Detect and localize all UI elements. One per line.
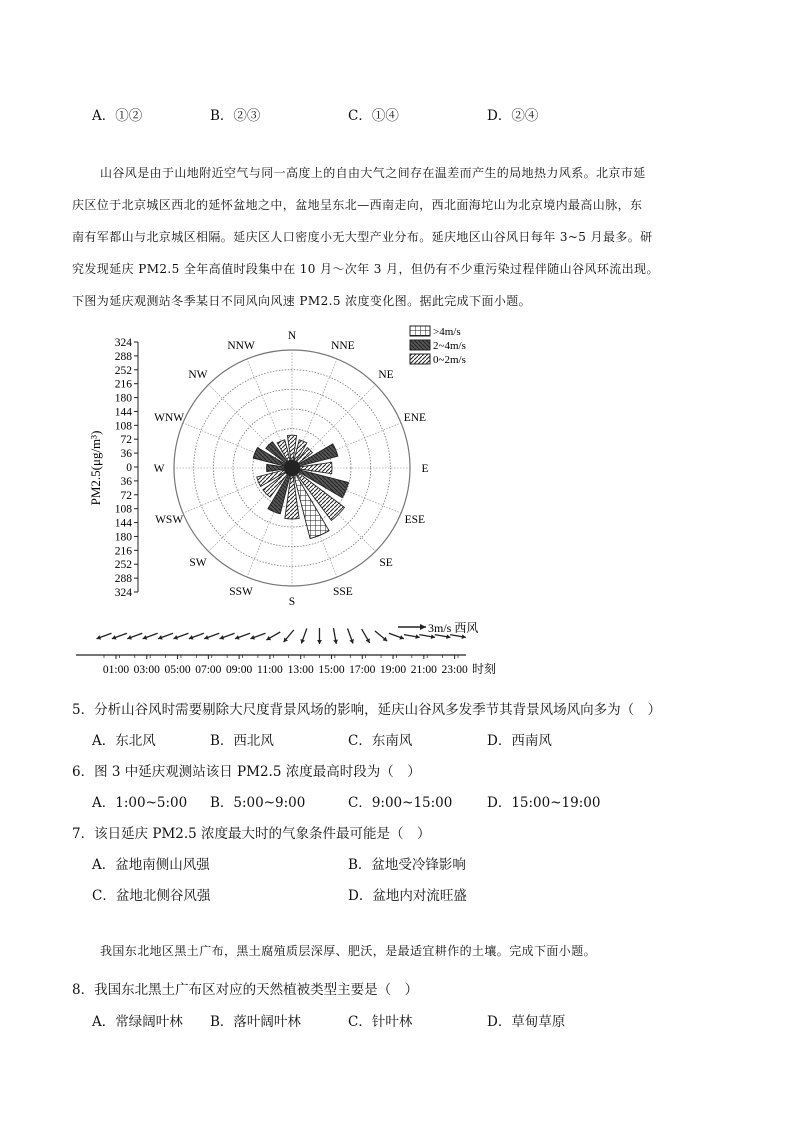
direction-label: NE [378,368,394,381]
option-b[interactable]: B．②③ [210,108,261,124]
y-tick-label: 0 [126,462,132,474]
legend-swatch-low [410,354,430,364]
question-7-stem: 7．该日延庆 PM2.5 浓度最大时的气象条件最可能是（ ） [72,826,431,842]
y-tick-label: 324 [114,337,132,349]
passage-1 [72,157,722,317]
polar-bars [253,435,348,538]
q8-option-c[interactable]: C．针叶林 [348,1014,413,1030]
q7-option-a[interactable]: A．盆地南侧山风强 [92,857,210,873]
q8-option-b[interactable]: B．落叶阔叶林 [210,1014,301,1030]
scale-label: 3m/s 西风 [428,621,479,635]
y-tick-label: 144 [114,517,132,530]
legend-label-low: 0~2m/s [433,354,466,366]
y-tick-label: 36 [120,448,132,461]
direction-label: W [153,463,165,475]
y-tick-label: 252 [114,559,132,572]
legend-swatch-mid [410,340,430,350]
center-dot [284,460,300,476]
q8-option-a[interactable]: A．常绿阔叶林 [92,1014,183,1030]
y-tick-label: 108 [114,503,132,516]
time-axis-label: 时刻 [472,662,497,676]
time-tick-label: 01:00 [102,664,130,676]
wind-arrow-series [96,628,465,644]
question-6-stem: 6．图 3 中延庆观测站该日 PM2.5 浓度最高时段为（ ） [72,764,421,780]
y-tick-group [115,337,138,599]
q5-option-d[interactable]: D．西南风 [487,733,552,749]
time-tick-label: 17:00 [349,664,376,676]
question-5-stem: 5．分析山谷风时需要剔除大尺度背景风场的影响，延庆山谷风多发季节其背景风场风向多为（ ） [72,702,662,718]
direction-label: ENE [403,412,427,425]
direction-label: ESE [404,513,426,526]
direction-label: WSW [155,513,184,526]
direction-label: SSW [229,585,253,598]
option-d[interactable]: D．②④ [487,108,539,124]
q5-option-a[interactable]: A．东北风 [92,733,156,749]
time-tick-label: 19:00 [379,664,407,676]
direction-label: NNW [227,340,255,353]
time-tick-label: 09:00 [226,664,253,676]
direction-label: NNE [331,340,355,353]
direction-label: SW [189,557,207,570]
q6-option-b[interactable]: B．5:00~9:00 [210,795,306,811]
y-tick-label: 72 [120,434,132,447]
y-tick-label: 108 [114,420,132,433]
q5-option-c[interactable]: C．东南风 [348,733,413,749]
direction-label: N [287,330,297,342]
q7-option-b[interactable]: B．盆地受冷锋影响 [348,857,466,873]
direction-label: NW [188,368,208,381]
y-tick-label: 72 [120,489,132,502]
q7-option-c[interactable]: C．盆地北侧谷风强 [92,888,211,904]
wind-arrow-head [317,640,322,644]
direction-label: SE [379,557,393,570]
option-c[interactable]: C．①④ [348,108,399,124]
time-tick-label: 05:00 [164,664,191,676]
y-tick-label: 216 [114,545,132,558]
passage-line: 山谷风是由于山地附近空气与同一高度上的自由大气之间存在温差而产生的局地热力风系。北京市延 [100,166,646,180]
q6-option-a[interactable]: A．1:00~5:00 [92,795,188,811]
passage-line: 下图为延庆观测站冬季某日不同风向风速 PM2.5 浓度变化图。据此完成下面小题。 [72,294,532,308]
time-tick-label: 23:00 [441,664,468,676]
direction-label: S [288,596,296,608]
y-tick-label: 216 [114,378,132,391]
y-tick-label: 36 [120,475,132,488]
time-tick-label: 03:00 [133,664,160,676]
legend-label-mid: 2~4m/s [433,340,466,352]
y-tick-label: 180 [114,531,132,544]
y-tick-label: 144 [114,406,132,419]
time-tick-label: 07:00 [195,664,222,676]
time-tick-label: 15:00 [318,664,345,676]
time-tick-label: 13:00 [287,664,314,676]
y-tick-label: 324 [114,587,132,599]
direction-label: SSE [332,585,353,598]
q6-option-c[interactable]: C．9:00~15:00 [348,795,453,811]
direction-label: WNW [154,412,185,425]
passage-line: 庆区位于北京城区西北的延怀盆地之中，盆地呈东北—西南走向，西北面海坨山为北京境内最高山脉，东 [72,198,643,212]
passage-line: 南有军都山与北京城区相隔。延庆区人口密度小无大型产业分布。延庆地区山谷风日每年 3~5 月最多。研 [72,230,653,244]
y-tick-label: 288 [114,350,132,363]
q6-option-d[interactable]: D．15:00~19:00 [487,795,601,811]
legend [410,326,466,366]
question-8-stem: 8．我国东北黑土广布区对应的天然植被类型主要是（ ） [72,982,419,998]
passage-line: 究发现延庆 PM2.5 全年高值时段集中在 10 月～次年 3 月，但仍有不少重污染过程伴随山谷风环流出现。 [72,262,659,276]
time-tick-label: 21:00 [410,664,437,676]
q5-option-b[interactable]: B．西北风 [210,733,274,749]
time-tick-group [103,655,468,676]
scale-arrow-head [420,624,426,630]
y-tick-label: 180 [114,392,132,405]
legend-label-high: >4m/s [433,326,461,338]
y-axis-label: PM2.5(μg/m³) [88,430,103,506]
y-tick-label: 288 [114,573,132,586]
pm25-wind-rose-figure [70,320,500,680]
direction-label: E [421,463,429,475]
legend-swatch-high [410,326,430,336]
q7-option-d[interactable]: D．盆地内对流旺盛 [348,888,467,904]
time-tick-label: 11:00 [257,664,283,676]
q8-option-d[interactable]: D．草甸草原 [487,1014,566,1030]
passage-2: 我国东北地区黑土广布，黑土腐殖质层深厚、肥沃，是最适宜耕作的土壤。完成下面小题。 [100,944,597,958]
y-tick-label: 252 [114,364,132,377]
option-a[interactable]: A．①② [92,108,143,124]
